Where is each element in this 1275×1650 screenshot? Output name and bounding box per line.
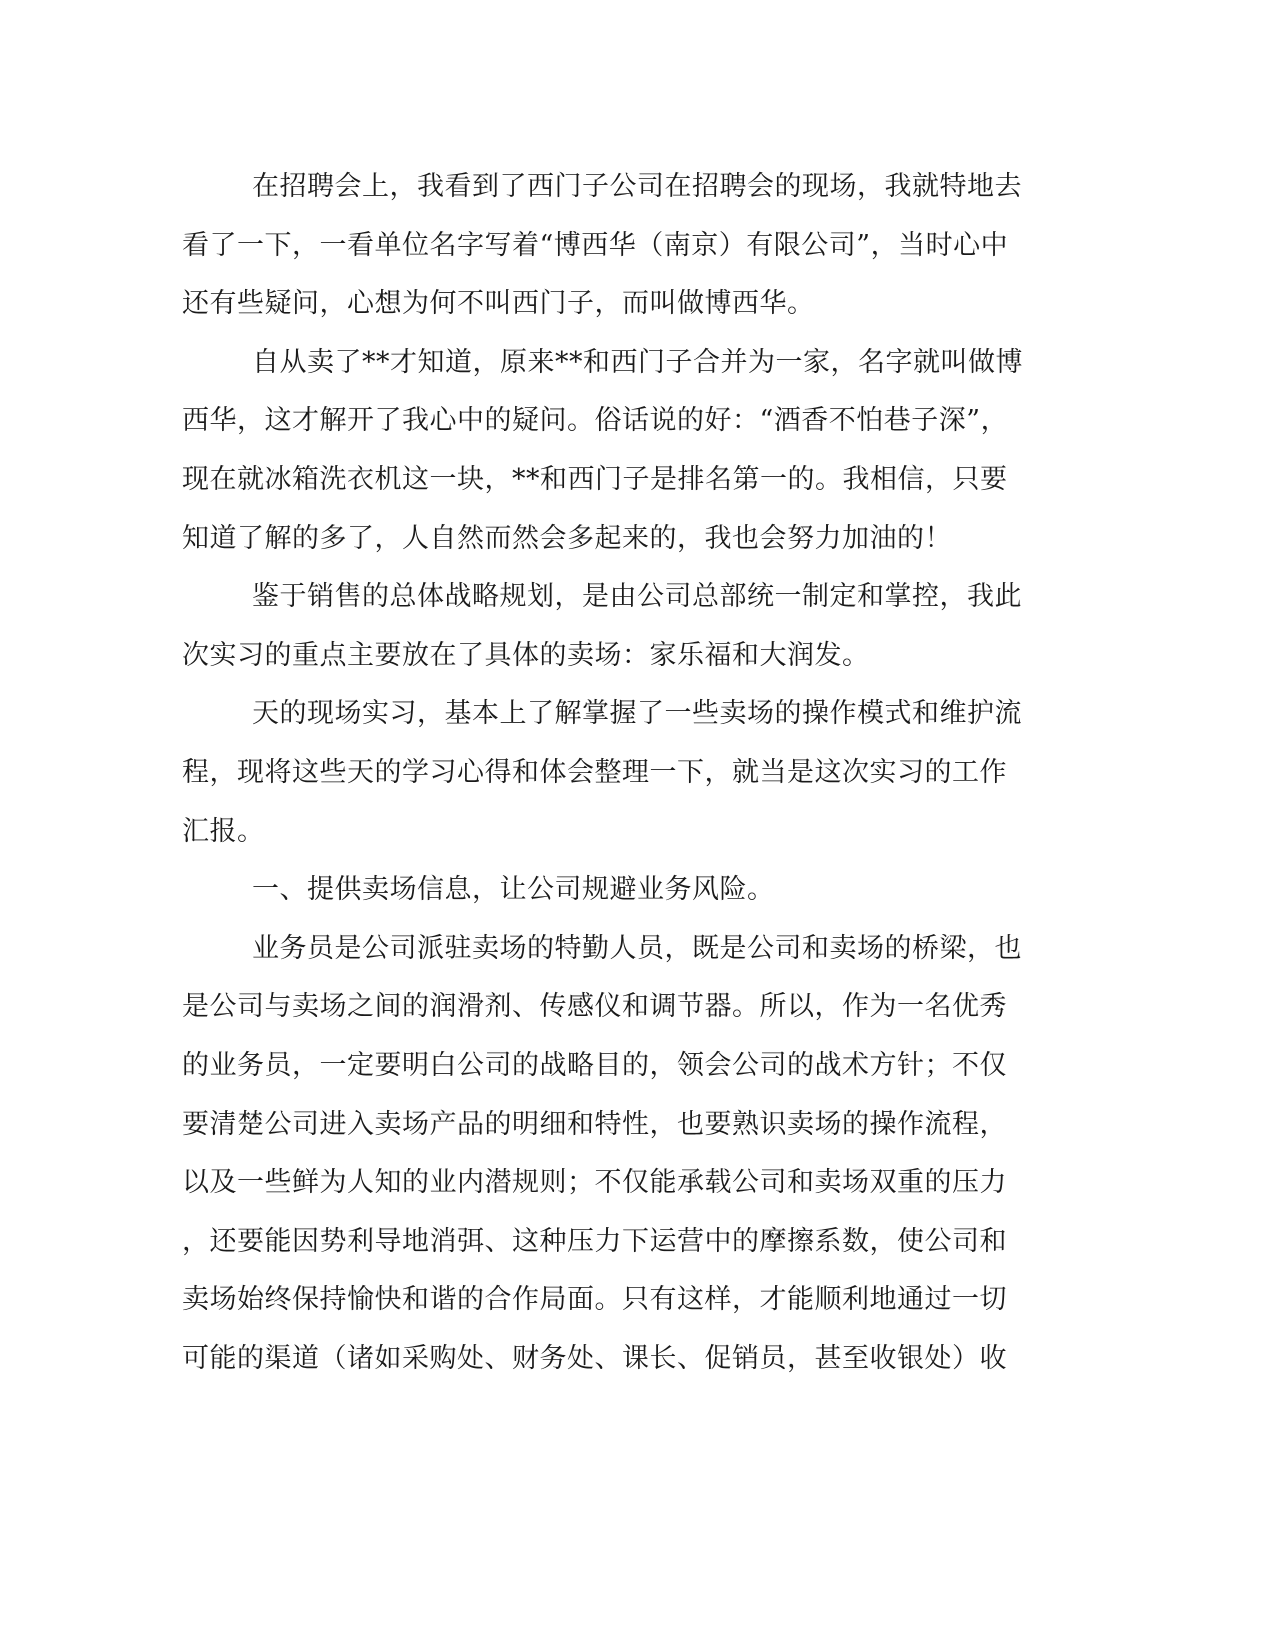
text-line: 是公司与卖场之间的润滑剂、传感仪和调节器。所以，作为一名优秀	[182, 991, 1007, 1023]
text-line: ，还要能因势利导地消弭、这种压力下运营中的摩擦系数，使公司和	[182, 1225, 1007, 1257]
text-line: 要清楚公司进入卖场产品的明细和特性，也要熟识卖场的操作流程，	[182, 1108, 1007, 1140]
text-line: 业务员是公司派驻卖场的特勤人员，既是公司和卖场的桥梁，也	[252, 932, 1022, 964]
text-line: 鉴于销售的总体战略规划，是由公司总部统一制定和掌控，我此	[252, 581, 1022, 613]
text-line: 还有些疑问，心想为何不叫西门子，而叫做博西华。	[182, 288, 815, 320]
text-line: 知道了解的多了，人自然而然会多起来的，我也会努力加油的！	[182, 522, 952, 554]
text-line: 西华，这才解开了我心中的疑问。俗话说的好：“酒香不怕巷子深”，	[182, 405, 1009, 437]
text-line: 程，现将这些天的学习心得和体会整理一下，就当是这次实习的工作	[182, 756, 1007, 788]
section-heading: 一、提供卖场信息，让公司规避业务风险。	[252, 874, 775, 906]
text-line: 的业务员，一定要明白公司的战略目的，领会公司的战术方针；不仅	[182, 1049, 1007, 1081]
text-line: 可能的渠道（诸如采购处、财务处、课长、促销员，甚至收银处）收	[182, 1342, 1007, 1374]
text-line: 自从卖了**才知道，原来**和西门子合并为一家，名字就叫做博	[252, 346, 1023, 378]
text-line: 以及一些鲜为人知的业内潜规则；不仅能承载公司和卖场双重的压力	[182, 1167, 1007, 1199]
text-line: 天的现场实习，基本上了解掌握了一些卖场的操作模式和维护流	[252, 698, 1022, 730]
text-line: 汇报。	[182, 815, 265, 847]
text-line: 次实习的重点主要放在了具体的卖场：家乐福和大润发。	[182, 639, 870, 671]
text-line: 看了一下，一看单位名字写着“博西华（南京）有限公司”，当时心中	[182, 229, 1009, 261]
document-body	[182, 158, 1082, 1388]
text-line: 在招聘会上，我看到了西门子公司在招聘会的现场，我就特地去	[252, 171, 1022, 202]
text-line: 卖场始终保持愉快和谐的合作局面。只有这样，才能顺利地通过一切	[182, 1284, 1007, 1316]
text-line: 现在就冰箱洗衣机这一块，**和西门子是排名第一的。我相信，只要	[182, 463, 1008, 495]
